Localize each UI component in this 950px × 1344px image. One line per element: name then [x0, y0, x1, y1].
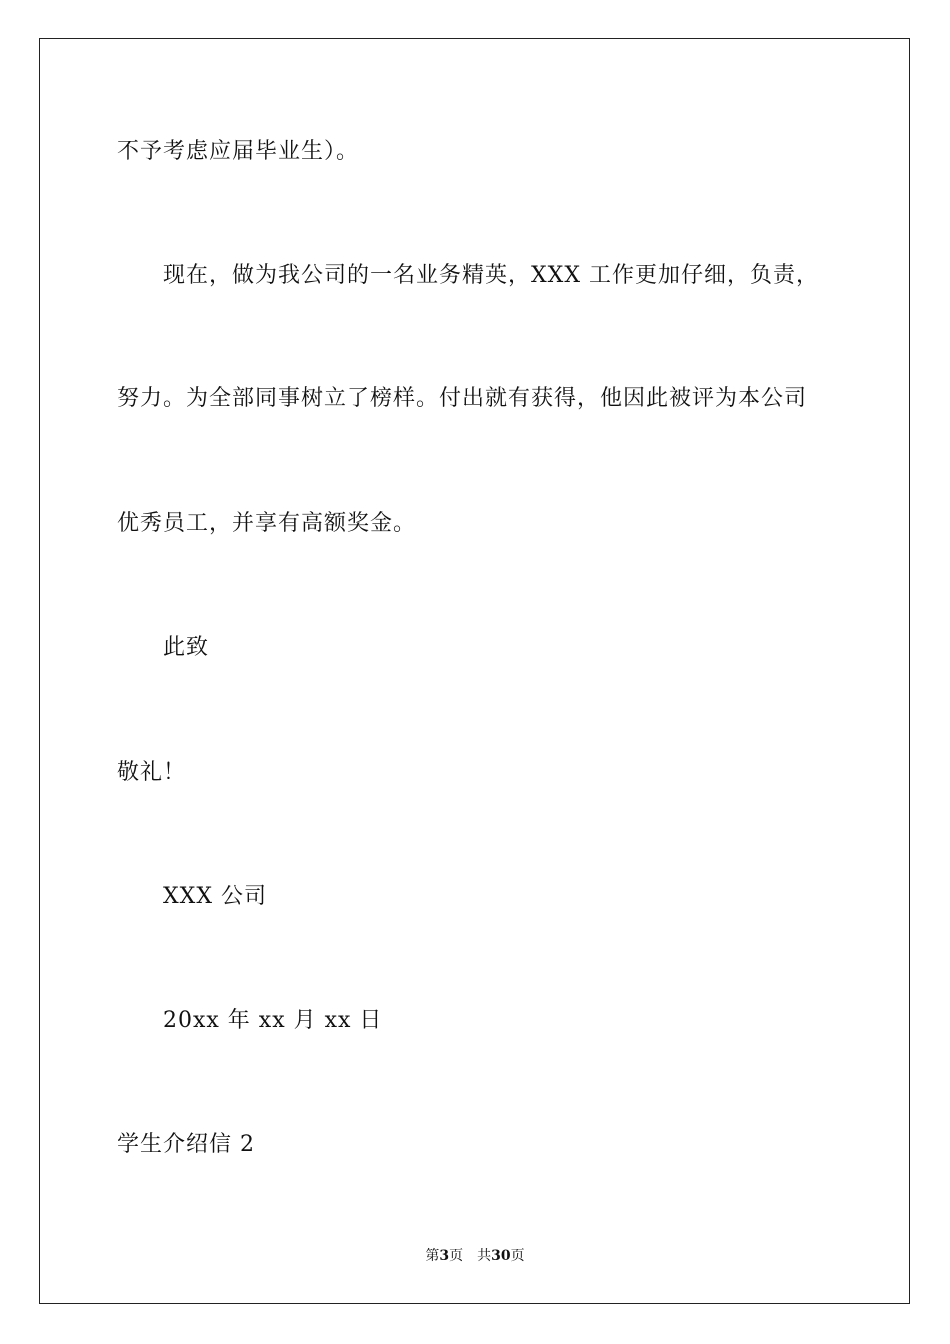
text-line: 努力。为全部同事树立了榜样。付出就有获得，他因此被评为本公司	[117, 386, 808, 411]
footer-total-pages: 30	[491, 1248, 511, 1264]
section-heading: 学生介绍信 2	[117, 1132, 255, 1157]
salutation-regards: 敬礼！	[117, 760, 187, 785]
text-line: 优秀员工，并享有高额奖金。	[117, 511, 417, 536]
page-footer	[0, 1246, 950, 1266]
footer-page-suffix: 页	[449, 1248, 464, 1264]
footer-total-suffix: 页	[510, 1248, 525, 1264]
footer-page-prefix: 第	[425, 1248, 440, 1264]
signature-company: XXX 公司	[163, 884, 267, 909]
signature-date: 20xx 年 xx 月 xx 日	[163, 1008, 383, 1033]
footer-total-prefix: 共	[477, 1248, 492, 1264]
footer-page-number: 3	[439, 1248, 450, 1264]
page-border	[39, 38, 910, 1304]
salutation-closing: 此致	[163, 635, 210, 660]
text-line-paragraph-start: 现在，做为我公司的一名业务精英，XXX 工作更加仔细，负责，	[163, 263, 819, 288]
text-line-continuation: 不予考虑应届毕业生）。	[117, 139, 360, 164]
